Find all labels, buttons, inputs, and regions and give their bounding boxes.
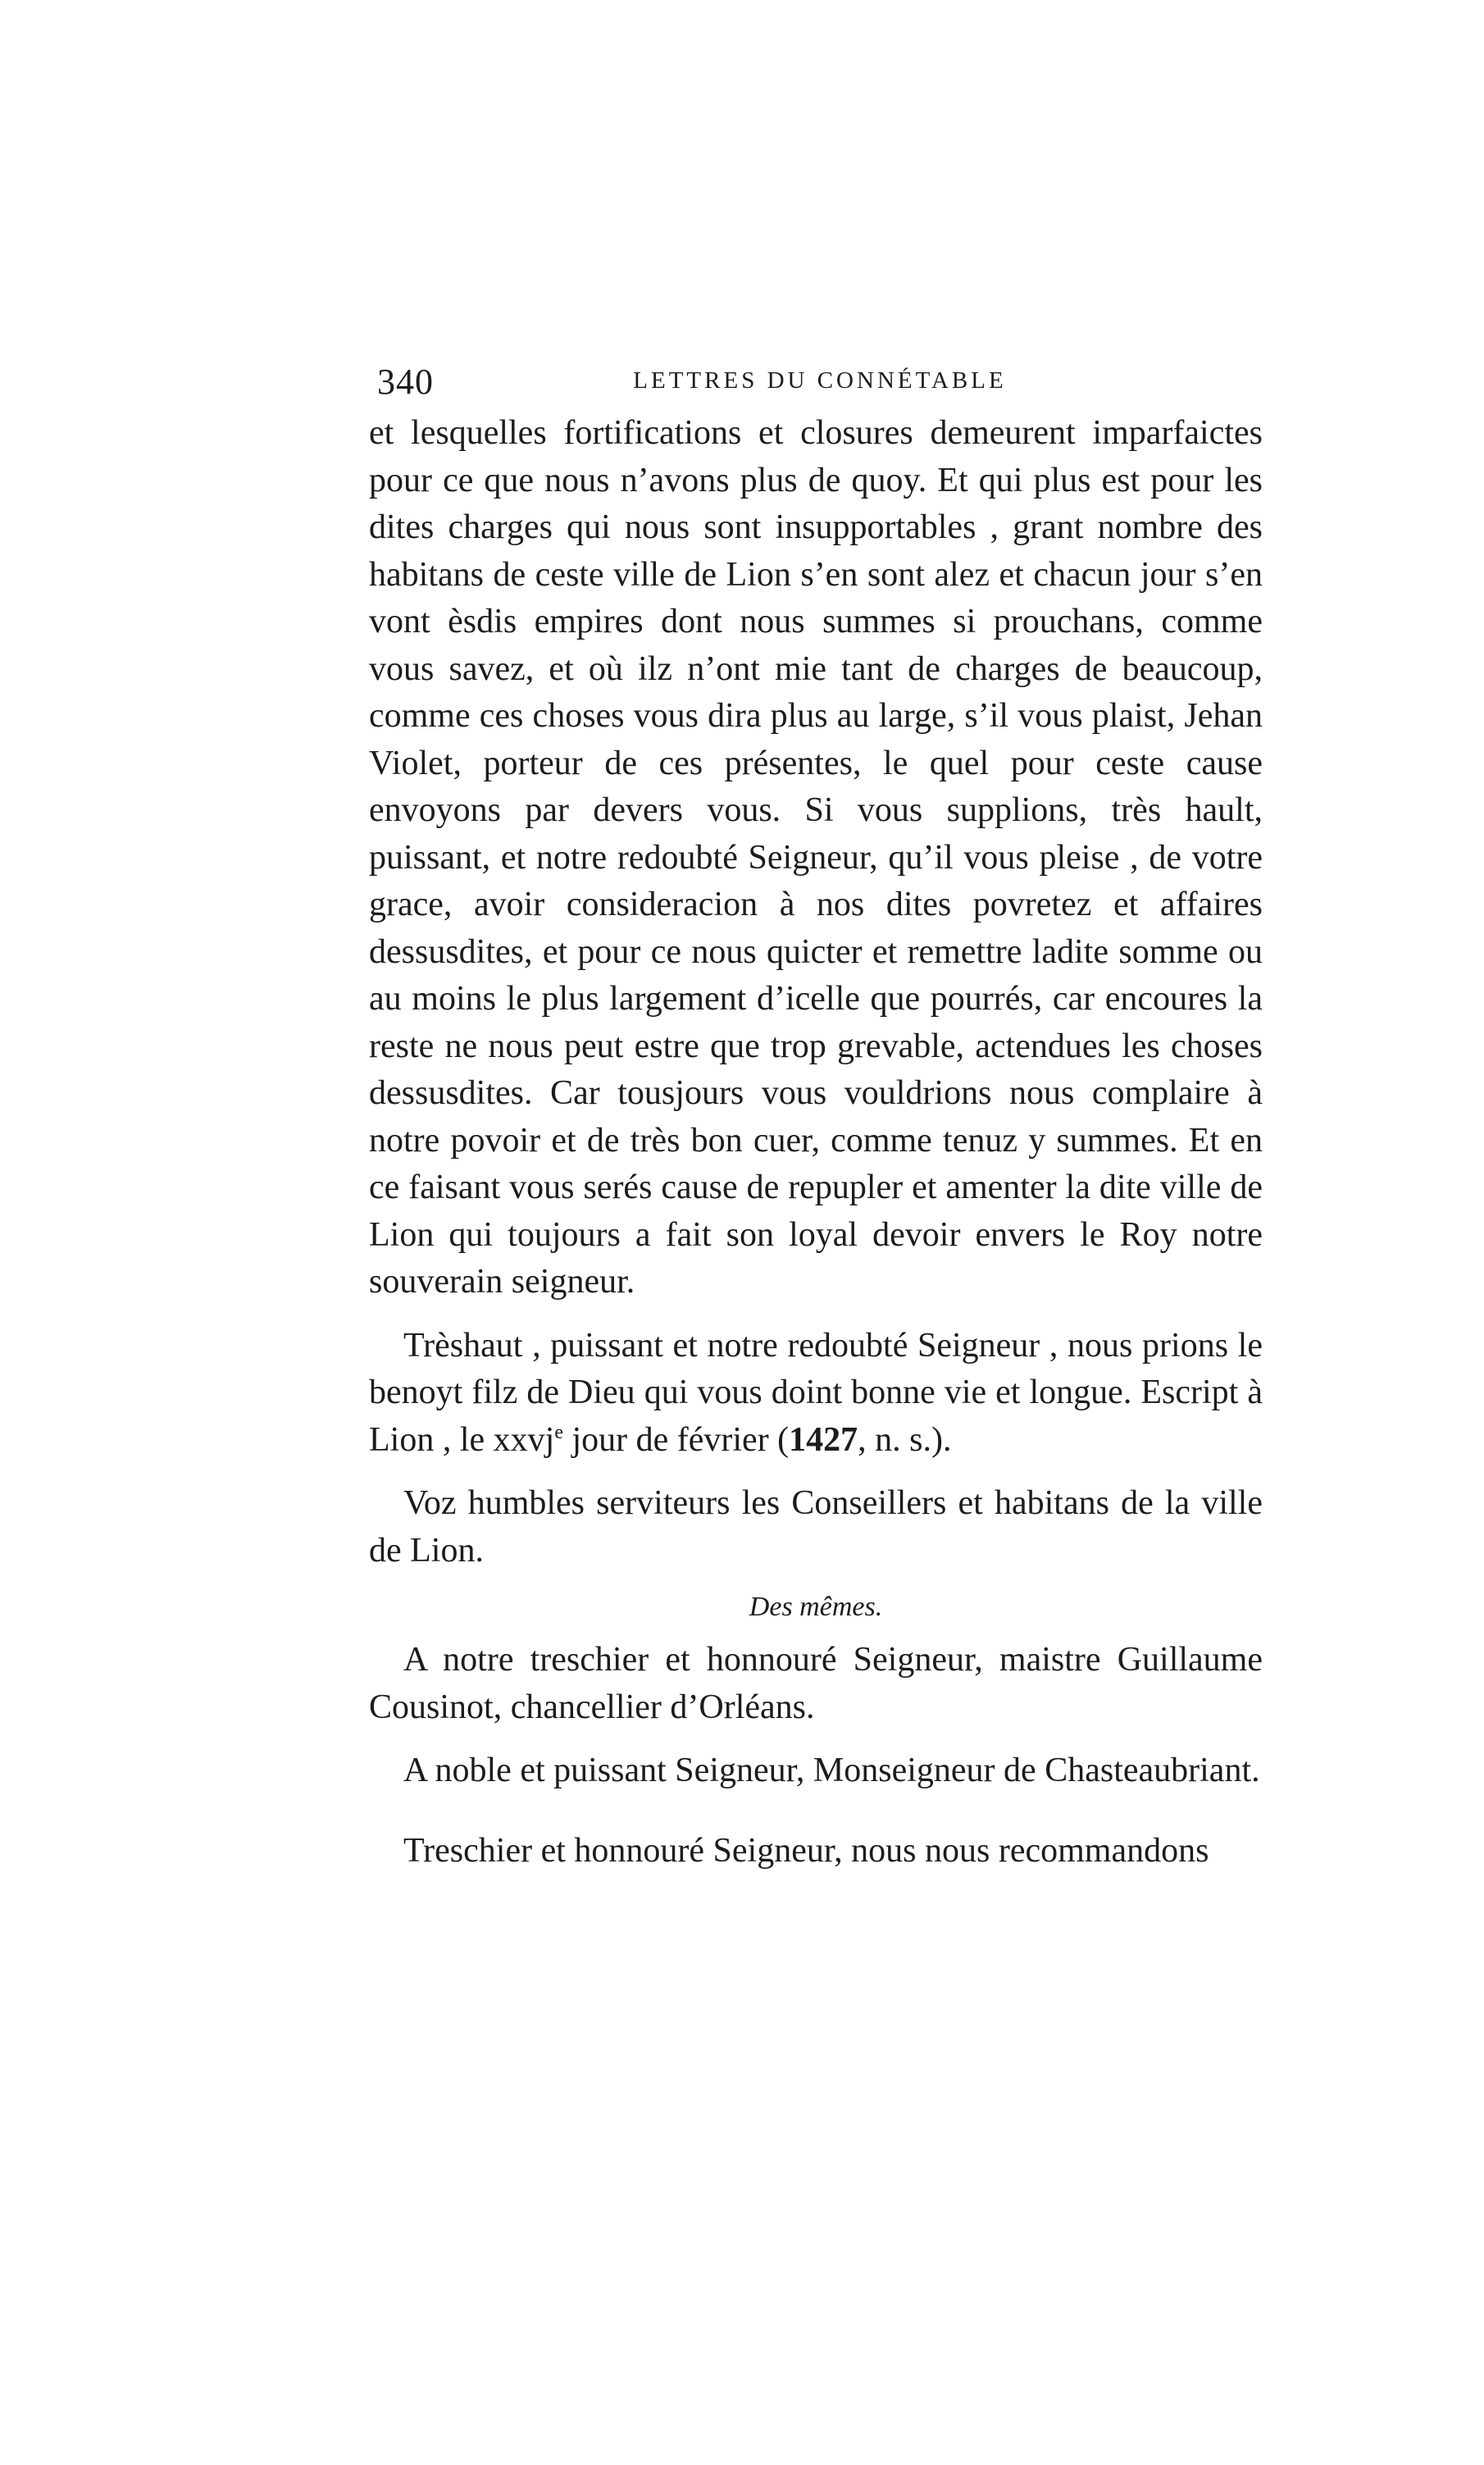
closing-text-end: , n. s.).	[858, 1420, 952, 1459]
closing-text: Trèshaut , puissant et notre redoubté Seigneur , nous prions le benoyt filz de Dieu qui vous doint bonne vie et longue. Escript à Lion , le xxvj	[369, 1326, 1263, 1459]
body-text	[369, 410, 1263, 1875]
year: 1427	[789, 1420, 858, 1459]
section-heading: Des mêmes.	[749, 1592, 883, 1622]
address-paragraph-1: A notre treschier et honnouré Seigneur, maistre Guillaume Cousinot, chancellier d’Orléans.	[369, 1641, 1263, 1726]
page-number: 340	[377, 362, 434, 402]
running-head: LETTRES DU CONNÉTABLE	[633, 367, 1007, 394]
closing-paragraph	[369, 1323, 1263, 1465]
signature-paragraph: Voz humbles serviteurs les Conseillers et habitans de la ville de Lion.	[369, 1484, 1263, 1570]
closing-text-date: jour de février (	[562, 1420, 790, 1459]
letter-body-paragraph: et lesquelles fortifications et closures demeurent imparfaictes pour ce que nous n’avons plus de quoy. Et qui plus est pour les dites charges qui nous sont insupportables , grant nombre des habitans de ceste ville de Lion s’en sont alez et chacun jour s’en vont èsdis empires dont nous summes si prouchans, comme vous savez, et où ilz n’ont mie tant de charges de beaucoup, comme ces choses vous dira plus au large, s’il vous plaist, Jehan Violet, porteur de ces présentes, le quel pour ceste cause envoyons par devers vous. Si vous supplions, très hault, puissant, et notre redoubté Seigneur, qu’il vous pleise , de votre grace, avoir consideracion à nos dites povretez et affaires dessusdites, et pour ce nous quicter et remettre ladite somme ou au moins le plus largement d’icelle que pourrés, car encoures la reste ne nous peut estre que trop grevable, actendues les choses dessusdites. Car tousjours vous vouldrions nous complaire à notre povoir et de très bon cuer, comme tenuz y summes. Et en ce faisant vous serés cause de repupler et amenter la dite ville de Lion qui toujours a fait son loyal devoir envers le Roy notre souverain seigneur.	[369, 414, 1263, 1301]
page-header	[377, 361, 1263, 410]
address-paragraph-2: A noble et puissant Seigneur, Monseigneur de Chasteaubriant.	[403, 1752, 1260, 1789]
superscript-e: e	[554, 1421, 563, 1443]
salutation-paragraph: Treschier et honnouré Seigneur, nous nous recommandons	[403, 1831, 1209, 1870]
